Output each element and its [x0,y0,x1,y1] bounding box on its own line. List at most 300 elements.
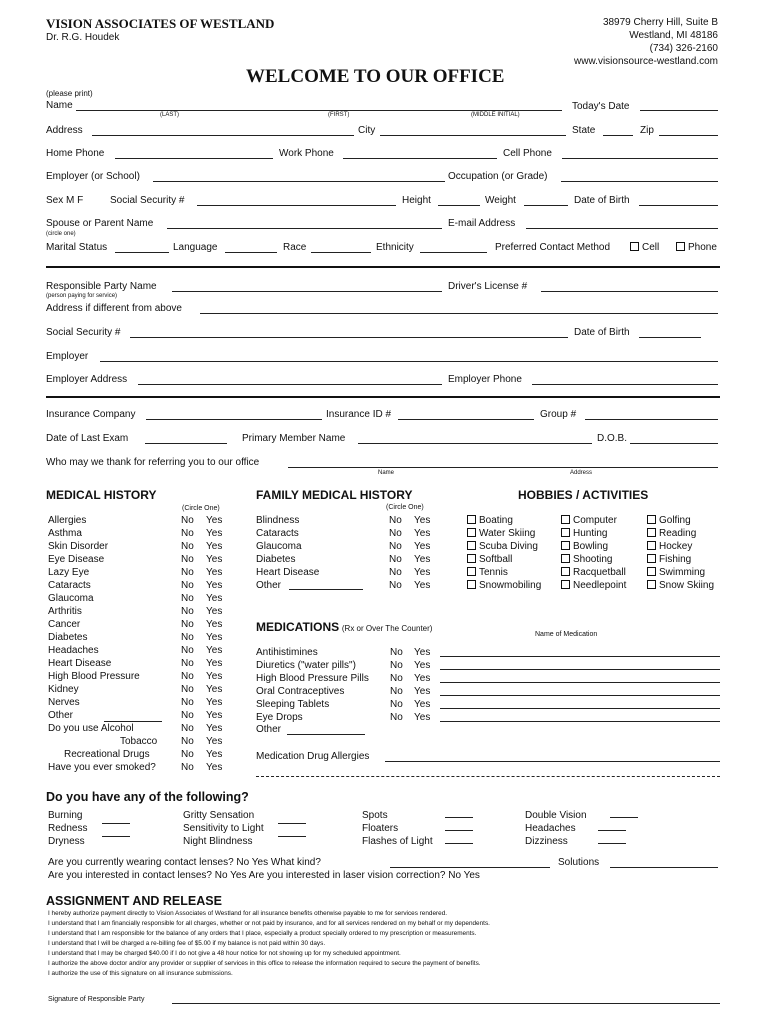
medical-condition [48,579,157,592]
hobby-option[interactable] [647,553,714,566]
medical-condition-label: Diabetes [48,632,88,643]
hobbies-column-1[interactable] [467,514,541,592]
yes-option[interactable]: Yes [414,699,431,710]
responsible-name-field[interactable] [172,291,442,292]
symptom-option-label: Dizziness [525,836,568,847]
medical-condition [48,670,157,683]
medications-no-column[interactable] [390,646,403,724]
yes-option[interactable]: Yes [206,567,223,578]
practice-website: www.visionsource-westland.com [574,56,718,67]
solutions-field[interactable] [610,867,718,868]
responsible-ssn-field[interactable] [130,337,568,338]
employer-address-field[interactable] [138,384,442,385]
hobbies-title: HOBBIES / ACTIVITIES [518,488,649,502]
checkbox-icon [647,528,656,537]
assignment-line: I authorize the above doctor and/or any provider or supplier of services in this office to release the information required to secure the payment of benefits. [48,960,481,967]
symptom-blank-field[interactable] [102,836,130,837]
med-allergies-field[interactable] [385,761,720,762]
phone-option-label: Phone [688,242,717,253]
symptoms-column-2[interactable] [183,809,264,848]
symptom-blank-field[interactable] [610,817,638,818]
member-dob-field[interactable] [630,443,718,444]
yes-option[interactable]: Yes [206,528,223,539]
medical-condition-label: Allergies [48,515,87,526]
drivers-license-label: Driver's License # [448,281,528,292]
no-option[interactable]: No [389,580,402,591]
symptom-option[interactable] [183,809,264,822]
no-option[interactable]: No [389,554,402,565]
family-history-no-column[interactable] [389,514,402,592]
medications-subtitle: (Rx or Over The Counter) [341,624,433,633]
hobby-option[interactable] [467,553,541,566]
medical-condition [48,748,157,761]
practice-address-2: Westland, MI 48186 [629,30,718,41]
no-option[interactable]: No [181,723,194,734]
hobby-option-label: Golfing [659,515,691,526]
hobby-option-label: Snowmobiling [479,580,542,591]
checkbox-icon [647,554,656,563]
dob-field[interactable] [639,205,718,206]
hobby-option[interactable] [467,514,541,527]
yes-option[interactable]: Yes [414,541,431,552]
symptom-option-label: Headaches [525,823,576,834]
medical-condition [48,683,157,696]
responsible-ssn-label: Social Security # [46,327,121,338]
medical-condition [48,592,157,605]
cell-phone-label: Cell Phone [503,148,552,159]
no-option[interactable]: No [181,749,194,760]
responsible-name-label: Responsible Party Name [46,281,157,292]
checkbox-icon [647,515,656,524]
hobby-option[interactable] [467,527,541,540]
family-condition-label: Glaucoma [256,541,302,552]
no-option[interactable]: No [181,554,194,565]
email-field[interactable] [526,228,718,229]
medication-type [256,672,369,685]
address-field[interactable] [92,135,354,136]
responsible-dob-label: Date of Birth [574,327,630,338]
hobby-option[interactable] [467,566,541,579]
symptom-blank-field[interactable] [278,836,306,837]
contact-method-label: Preferred Contact Method [495,242,611,253]
contact-cell-option[interactable] [630,242,659,253]
medical-condition [48,722,157,735]
symptom-option[interactable] [362,835,433,848]
checkbox-icon [561,515,570,524]
hobby-option-label: Scuba Diving [479,541,538,552]
paying-caption: (person paying for service) [46,293,118,299]
symptom-option[interactable] [183,822,264,835]
spouse-field[interactable] [167,228,442,229]
medical-history-yes-column[interactable] [206,514,222,774]
yes-option[interactable]: Yes [414,673,431,684]
responsible-dob-field[interactable] [639,337,701,338]
medication-type-label: Diuretics ("water pills") [256,660,356,671]
symptom-option[interactable] [183,835,264,848]
yes-option[interactable]: Yes [414,712,431,723]
family-condition [256,579,319,592]
medication-type [256,646,369,659]
practice-phone: (734) 326-2160 [649,43,718,54]
yes-option[interactable]: Yes [414,686,431,697]
no-option[interactable]: No [181,541,194,552]
hobby-option[interactable] [561,566,626,579]
hobby-option-label: Reading [659,528,697,539]
todays-date-label: Today's Date [572,101,630,112]
checkbox-icon [647,567,656,576]
medical-condition [48,605,157,618]
no-option[interactable]: No [390,673,403,684]
yes-option[interactable]: Yes [206,710,223,721]
symptom-blank-field[interactable] [445,843,473,844]
hobby-option-label: Hockey [659,541,693,552]
yes-option[interactable]: Yes [206,749,223,760]
no-option[interactable]: No [181,684,194,695]
symptom-option-label: Redness [48,823,88,834]
symptom-blank-field[interactable] [598,843,626,844]
yes-option[interactable]: Yes [206,554,223,565]
checkbox-icon [647,580,656,589]
race-field[interactable] [311,252,371,253]
symptom-option[interactable] [525,835,587,848]
zip-label: Zip [640,125,654,136]
checkbox-icon [630,242,639,251]
insurance-id-label: Insurance ID # [326,409,392,420]
responsible-employer-label: Employer [46,351,89,362]
medical-condition-label: Headaches [48,645,99,656]
yes-option[interactable]: Yes [414,515,431,526]
following-title: Do you have any of the following? [46,790,249,804]
hobbies-column-2[interactable] [561,514,626,592]
symptom-blank-field[interactable] [102,823,130,824]
medication-name-field[interactable] [440,669,720,670]
primary-member-field[interactable] [358,443,592,444]
yes-option[interactable]: Yes [206,515,223,526]
med-allergies-label: Medication Drug Allergies [256,751,370,762]
symptom-option-label: Flashes of Light [362,836,433,847]
medical-condition-label: Arthritis [48,606,82,617]
yes-option[interactable]: Yes [414,528,431,539]
yes-option[interactable]: Yes [414,554,431,565]
symptom-option[interactable] [48,835,87,848]
family-condition-label: Diabetes [256,554,296,565]
employer-field[interactable] [153,181,445,182]
hobbies-column-3[interactable] [647,514,714,592]
symptom-option-label: Double Vision [525,810,587,821]
yes-option[interactable]: Yes [414,580,431,591]
insurance-id-field[interactable] [398,419,534,420]
city-field[interactable] [380,135,566,136]
hobby-option[interactable] [561,514,626,527]
hobby-option-label: Fishing [659,554,692,565]
hobby-option-label: Needlepoint [573,580,627,591]
medical-condition [48,514,157,527]
practice-address-1: 38979 Cherry Hill, Suite B [602,17,718,28]
medication-type-label: Sleeping Tablets [256,699,330,710]
no-option[interactable]: No [181,619,194,630]
medication-name-field[interactable] [440,695,720,696]
ethnicity-label: Ethnicity [376,242,414,253]
checkbox-icon [561,541,570,550]
yes-option[interactable]: Yes [206,606,223,617]
last-exam-label: Date of Last Exam [46,433,129,444]
yes-option[interactable]: Yes [206,541,223,552]
yes-option[interactable]: Yes [206,684,223,695]
work-phone-label: Work Phone [279,148,334,159]
no-option[interactable]: No [390,647,403,658]
family-condition-label: Blindness [256,515,300,526]
no-option[interactable]: No [181,762,194,773]
hobby-option[interactable] [561,553,626,566]
symptom-option[interactable] [362,809,433,822]
medical-history-no-column[interactable] [181,514,194,774]
no-option[interactable]: No [390,660,403,671]
medical-history-title: MEDICAL HISTORY [46,488,157,502]
assignment-line: I hereby authorize payment directly to Vision Associates of Westland for all insurance benefits otherwise payable to me for services rendered. [48,910,448,917]
medications-list [256,646,369,724]
marital-label: Marital Status [46,242,108,253]
insurance-company-field[interactable] [146,419,322,420]
symptom-option-label: Burning [48,810,83,821]
todays-date-field[interactable] [640,110,718,111]
checkbox-icon [647,541,656,550]
signature-field[interactable] [172,1003,720,1004]
contacts-question-2[interactable]: Are you interested in contact lenses? No Yes Are you interested in laser vision correction? No Yes [48,870,480,881]
no-option[interactable]: No [181,593,194,604]
medication-type-label: Antihistimines [256,647,318,658]
no-option[interactable]: No [181,580,194,591]
medication-name-field[interactable] [440,656,720,657]
family-condition [256,514,319,527]
ethnicity-field[interactable] [420,252,487,253]
assignment-line: I understand that I am financially responsible for all charges, whether or not paid by insurance, and for all services rendered on my behalf or my dependents. [48,920,490,927]
height-field[interactable] [438,205,480,206]
symptom-option[interactable] [525,809,587,822]
yes-option[interactable]: Yes [206,632,223,643]
family-condition-label: Heart Disease [256,567,320,578]
no-option[interactable]: No [181,515,194,526]
medical-condition-label: Do you use Alcohol [48,723,134,734]
no-option[interactable]: No [390,699,403,710]
no-option[interactable]: No [181,658,194,669]
yes-option[interactable]: Yes [206,580,223,591]
home-phone-label: Home Phone [46,148,105,159]
medical-condition [48,735,157,748]
yes-option[interactable]: Yes [206,697,223,708]
yes-option[interactable]: Yes [414,660,431,671]
hobby-option-label: Computer [573,515,617,526]
symptom-option-label: Night Blindness [183,836,253,847]
middle-caption: (MIDDLE INITIAL) [471,112,520,118]
drivers-license-field[interactable] [541,291,718,292]
medical-condition [48,540,157,553]
no-option[interactable]: No [181,645,194,656]
family-circle-caption: (Circle One) [386,504,424,511]
no-option[interactable]: No [181,736,194,747]
medication-name-field[interactable] [440,721,720,722]
family-other-field[interactable] [289,589,363,590]
symptoms-column-3[interactable] [362,809,433,848]
name-field[interactable] [76,110,562,111]
hobby-option[interactable] [467,540,541,553]
no-option[interactable]: No [181,697,194,708]
hobby-option[interactable] [561,579,626,592]
checkbox-icon [467,567,476,576]
height-label: Height [402,195,431,206]
medical-condition [48,657,157,670]
employer-address-label: Employer Address [46,374,128,385]
practice-name: VISION ASSOCIATES OF WESTLAND [46,16,275,31]
symptom-option-label: Gritty Sensation [183,810,255,821]
yes-option[interactable]: Yes [414,647,431,658]
insurance-company-label: Insurance Company [46,409,136,420]
no-option[interactable]: No [181,710,194,721]
zip-field[interactable] [659,135,718,136]
symptom-option[interactable] [362,822,433,835]
symptoms-column-4[interactable] [525,809,587,848]
referral-field[interactable] [288,467,718,468]
symptom-option[interactable] [525,822,587,835]
contacts-question-1[interactable]: Are you currently wearing contact lenses? No Yes What kind? [48,857,321,868]
yes-option[interactable]: Yes [206,645,223,656]
checkbox-icon [467,515,476,524]
symptom-blank-field[interactable] [445,817,473,818]
checkbox-icon [561,554,570,563]
city-label: City [358,125,376,136]
yes-option[interactable]: Yes [206,658,223,669]
home-phone-field[interactable] [115,158,273,159]
ssn-field[interactable] [197,205,396,206]
group-label: Group # [540,409,577,420]
group-field[interactable] [585,419,718,420]
medical-condition [48,566,157,579]
contacts-kind-field[interactable] [390,867,550,868]
yes-option[interactable]: Yes [206,736,223,747]
yes-option[interactable]: Yes [206,723,223,734]
spouse-label: Spouse or Parent Name [46,218,154,229]
symptom-option[interactable] [48,822,87,835]
checkbox-icon [561,528,570,537]
medical-condition [48,644,157,657]
hobby-option-label: Softball [479,554,513,565]
medical-condition-label: Cataracts [48,580,91,591]
work-phone-field[interactable] [343,158,497,159]
symptom-option[interactable] [48,809,87,822]
medication-other-field[interactable] [287,734,365,735]
address-diff-field[interactable] [200,313,718,314]
hobby-option[interactable] [647,527,714,540]
hobby-option-label: Boating [479,515,513,526]
hobby-option-label: Swimming [659,567,706,578]
symptom-option-label: Floaters [362,823,399,834]
checkbox-icon [676,242,685,251]
medical-condition [48,631,157,644]
last-exam-field[interactable] [145,443,227,444]
cell-phone-field[interactable] [562,158,718,159]
yes-option[interactable]: Yes [206,762,223,773]
hobby-option-label: Snow Skiing [659,580,715,591]
yes-option[interactable]: Yes [206,593,223,604]
checkbox-icon [467,541,476,550]
language-label: Language [173,242,218,253]
checkbox-icon [467,554,476,563]
yes-option[interactable]: Yes [414,567,431,578]
medical-condition-label: Other [48,710,74,721]
hobby-option[interactable] [647,514,714,527]
no-option[interactable]: No [181,632,194,643]
medications-yes-column[interactable] [414,646,430,724]
hobby-option[interactable] [467,579,541,592]
section-divider [46,396,720,398]
family-condition-label: Other [256,580,282,591]
no-option[interactable]: No [390,712,403,723]
name-label: Name [46,100,73,111]
symptom-option-label: Sensitivity to Light [183,823,264,834]
no-option[interactable]: No [181,567,194,578]
medication-type-label: Eye Drops [256,712,303,723]
page-title: WELCOME TO OUR OFFICE [246,66,505,87]
yes-option[interactable]: Yes [206,671,223,682]
responsible-employer-field[interactable] [100,361,718,362]
medical-condition-label: Nerves [48,697,80,708]
no-option[interactable]: No [389,541,402,552]
symptoms-column-1[interactable] [48,809,87,848]
assignment-line: I authorize the use of this signature on all insurance submissions. [48,970,233,977]
hobby-option-label: Bowling [573,541,609,552]
family-history-yes-column[interactable] [414,514,430,592]
symptom-blank-field[interactable] [445,830,473,831]
no-option[interactable]: No [389,515,402,526]
sex-label[interactable]: Sex M F [46,195,84,206]
employer-phone-label: Employer Phone [448,374,522,385]
no-option[interactable]: No [181,606,194,617]
checkbox-icon [561,580,570,589]
no-option[interactable]: No [390,686,403,697]
contact-phone-option[interactable] [676,242,717,253]
yes-option[interactable]: Yes [206,619,223,630]
hobby-option[interactable] [647,579,714,592]
language-field[interactable] [225,252,277,253]
no-option[interactable]: No [181,528,194,539]
no-option[interactable]: No [181,671,194,682]
medications-title [256,620,432,634]
dob-label: Date of Birth [574,195,630,206]
medication-name-field[interactable] [440,682,720,683]
hobby-option[interactable] [647,566,714,579]
med-allergies-field-2[interactable] [256,776,720,777]
assignment-line: I understand that I may be charged $40.00 if I do not give a 48 hour notice for not showing up for my scheduled appointment. [48,950,401,957]
hobby-option[interactable] [561,540,626,553]
occupation-field[interactable] [561,181,718,182]
state-field[interactable] [603,135,633,136]
symptom-blank-field[interactable] [278,823,306,824]
marital-field[interactable] [115,252,169,253]
medical-condition [48,553,157,566]
no-option[interactable]: No [389,567,402,578]
family-condition [256,527,319,540]
symptom-blank-field[interactable] [598,830,626,831]
name-of-medication-caption: Name of Medication [535,631,598,638]
first-caption: (FIRST) [328,112,350,118]
referral-name-caption: Name [378,470,395,476]
employer-phone-field[interactable] [532,384,718,385]
hobby-option[interactable] [561,527,626,540]
hobby-option[interactable] [647,540,714,553]
medical-other-field[interactable] [104,721,162,722]
weight-field[interactable] [524,205,568,206]
medication-name-field[interactable] [440,708,720,709]
no-option[interactable]: No [389,528,402,539]
